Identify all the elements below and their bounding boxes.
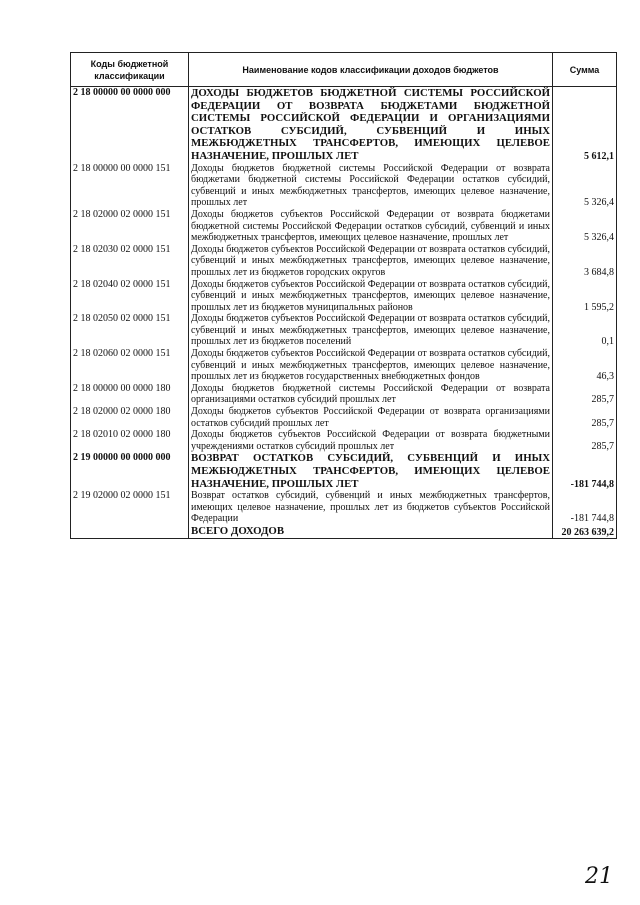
- row-code: 2 18 02040 02 0000 151: [71, 279, 189, 314]
- revenue-table: [70, 52, 617, 539]
- row-sum: 0,1: [553, 313, 617, 348]
- table-row: [71, 452, 617, 490]
- row-name: Доходы бюджетов субъектов Российской Федерации от возврата остатков субсидий, субвенций и иных межбюджетных трансфертов, имеющих целевое назначение, прошлых лет из бюджетов городских округов: [189, 244, 553, 279]
- row-code: 2 18 02010 02 0000 180: [71, 429, 189, 452]
- row-name: Доходы бюджетов субъектов Российской Федерации от возврата остатков субсидий, субвенций и иных межбюджетных трансфертов, имеющих целевое назначение, прошлых лет из бюджетов поселений: [189, 313, 553, 348]
- table-header-row: [71, 53, 617, 87]
- table-row: [71, 279, 617, 314]
- row-sum: 3 684,8: [553, 244, 617, 279]
- row-code: 2 18 00000 00 0000 000: [71, 87, 189, 163]
- header-code: Коды бюджетной классификации: [71, 53, 189, 87]
- table-row: [71, 406, 617, 429]
- row-name: ВСЕГО ДОХОДОВ: [189, 525, 553, 538]
- total-row: [71, 525, 617, 538]
- table-body: [71, 87, 617, 539]
- table-row: [71, 348, 617, 383]
- row-sum: 5 612,1: [553, 87, 617, 163]
- row-sum: 20 263 639,2: [553, 525, 617, 538]
- row-name: Доходы бюджетов бюджетной системы Российской Федерации от возврата организациями остатков субсидий прошлых лет: [189, 383, 553, 406]
- row-code: 2 18 02000 02 0000 180: [71, 406, 189, 429]
- table-row: [71, 209, 617, 244]
- row-name: Доходы бюджетов субъектов Российской Федерации от возврата остатков субсидий, субвенций и иных межбюджетных трансфертов, имеющих целевое назначение, прошлых лет из бюджетов государственных внебюджетных фондов: [189, 348, 553, 383]
- row-name: Доходы бюджетов субъектов Российской Федерации от возврата организациями остатков субсидий прошлых лет: [189, 406, 553, 429]
- row-name: Доходы бюджетов субъектов Российской Федерации от возврата бюджетными учреждениями остатков субсидий прошлых лет: [189, 429, 553, 452]
- row-name: ВОЗВРАТ ОСТАТКОВ СУБСИДИЙ, СУБВЕНЦИЙ И ИНЫХ МЕЖБЮДЖЕТНЫХ ТРАНСФЕРТОВ, ИМЕЮЩИХ ЦЕЛЕВОЕ НАЗНАЧЕНИЕ, ПРОШЛЫХ ЛЕТ: [189, 452, 553, 490]
- row-name: Доходы бюджетов субъектов Российской Федерации от возврата бюджетами бюджетной системы Российской Федерации остатков субсидий, субвенций и иных межбюджетных трансфертов, имеющих целевое назначение, прошлых лет: [189, 209, 553, 244]
- row-sum: 285,7: [553, 383, 617, 406]
- table-row: [71, 383, 617, 406]
- row-sum: 46,3: [553, 348, 617, 383]
- row-code: 2 18 00000 00 0000 151: [71, 163, 189, 209]
- table-row: [71, 490, 617, 525]
- row-code: [71, 525, 189, 538]
- page-number: 21: [585, 864, 613, 889]
- row-sum: 1 595,2: [553, 279, 617, 314]
- table-row: [71, 163, 617, 209]
- table-row: [71, 87, 617, 163]
- table-row: [71, 429, 617, 452]
- table-row: [71, 244, 617, 279]
- header-sum: Сумма: [553, 53, 617, 87]
- row-name: Доходы бюджетов субъектов Российской Федерации от возврата остатков субсидий, субвенций и иных межбюджетных трансфертов, имеющих целевое назначение, прошлых лет из бюджетов муниципальных районов: [189, 279, 553, 314]
- row-sum: 285,7: [553, 429, 617, 452]
- row-name: Возврат остатков субсидий, субвенций и иных межбюджетных трансфертов, имеющих целевое назначение, прошлых лет из бюджетов субъектов Российской Федерации: [189, 490, 553, 525]
- row-sum: 5 326,4: [553, 209, 617, 244]
- row-code: 2 18 02050 02 0000 151: [71, 313, 189, 348]
- row-code: 2 18 02060 02 0000 151: [71, 348, 189, 383]
- row-sum: 5 326,4: [553, 163, 617, 209]
- row-sum: 285,7: [553, 406, 617, 429]
- row-name: ДОХОДЫ БЮДЖЕТОВ БЮДЖЕТНОЙ СИСТЕМЫ РОССИЙСКОЙ ФЕДЕРАЦИИ ОТ ВОЗВРАТА БЮДЖЕТАМИ БЮДЖЕТНОЙ СИСТЕМЫ РОССИЙСКОЙ ФЕДЕРАЦИИ И ОРГАНИЗАЦИЯМИ ОСТАТКОВ СУБСИДИЙ, СУБВЕНЦИЙ И ИНЫХ МЕЖБЮДЖЕТНЫХ ТРАНСФЕРТОВ, ИМЕЮЩИХ ЦЕЛЕВОЕ НАЗНАЧЕНИЕ, ПРОШЛЫХ ЛЕТ: [189, 87, 553, 163]
- row-code: 2 19 00000 00 0000 000: [71, 452, 189, 490]
- row-code: 2 19 02000 02 0000 151: [71, 490, 189, 525]
- header-name: Наименование кодов классификации доходов бюджетов: [189, 53, 553, 87]
- row-sum: -181 744,8: [553, 490, 617, 525]
- row-sum: -181 744,8: [553, 452, 617, 490]
- row-name: Доходы бюджетов бюджетной системы Российской Федерации от возврата бюджетами бюджетной системы Российской Федерации остатков субсидий, субвенций и иных межбюджетных трансфертов, имеющих целевое назначение, прошлых лет: [189, 163, 553, 209]
- table-row: [71, 313, 617, 348]
- row-code: 2 18 02000 02 0000 151: [71, 209, 189, 244]
- row-code: 2 18 02030 02 0000 151: [71, 244, 189, 279]
- row-code: 2 18 00000 00 0000 180: [71, 383, 189, 406]
